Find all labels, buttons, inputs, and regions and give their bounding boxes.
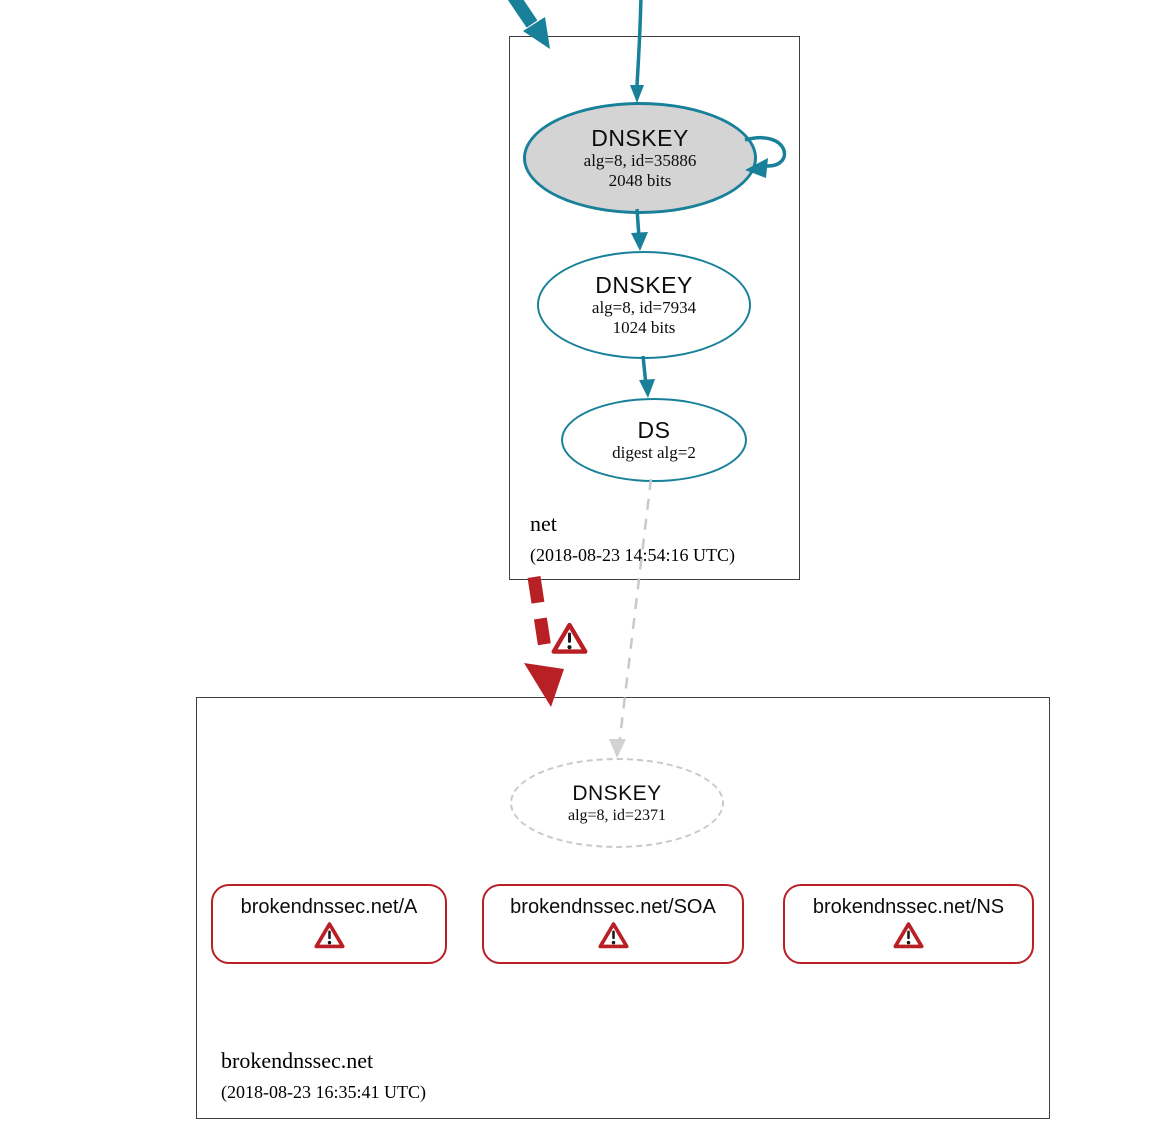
rrset-brokendnssec-net-soa[interactable]: [482, 884, 744, 964]
zone-timestamp-brokendnssec-net: (2018-08-23 16:35:41 UTC): [221, 1082, 426, 1102]
warning-icon: [314, 921, 345, 949]
node-attr: alg=8, id=7934: [591, 298, 697, 317]
node-dnskey-7934[interactable]: [537, 251, 751, 359]
node-title: DNSKEY: [595, 272, 693, 298]
node-attr: 2048 bits: [608, 171, 672, 190]
rrset-label: brokendnssec.net/SOA: [510, 896, 716, 918]
zone-name-net: net: [530, 511, 557, 536]
warning-icon: [551, 621, 588, 655]
edge-bogus-delegation: [534, 577, 546, 655]
node-attr: alg=8, id=35886: [583, 151, 697, 170]
zone-name-brokendnssec-net: brokendnssec.net: [221, 1048, 374, 1073]
node-title: DNSKEY: [572, 781, 662, 805]
node-ds[interactable]: [561, 398, 747, 482]
node-attr: alg=8, id=2371: [567, 806, 667, 824]
warning-icon: [598, 921, 629, 949]
rrset-brokendnssec-net-a[interactable]: [211, 884, 447, 964]
node-attr: digest alg=2: [612, 443, 696, 462]
edge-parent-delegation-thick: [505, 0, 532, 24]
node-attr: 1024 bits: [612, 318, 676, 337]
node-dnskey-35886[interactable]: [523, 102, 757, 214]
node-dnskey-2371[interactable]: [510, 758, 724, 848]
warning-icon: [893, 921, 924, 949]
rrset-label: brokendnssec.net/NS: [812, 896, 1005, 918]
node-title: DNSKEY: [591, 125, 689, 151]
rrset-brokendnssec-net-ns[interactable]: [783, 884, 1034, 964]
node-title: DS: [637, 417, 671, 443]
zone-timestamp-net: (2018-08-23 14:54:16 UTC): [530, 545, 735, 565]
rrset-label: brokendnssec.net/A: [240, 896, 418, 918]
